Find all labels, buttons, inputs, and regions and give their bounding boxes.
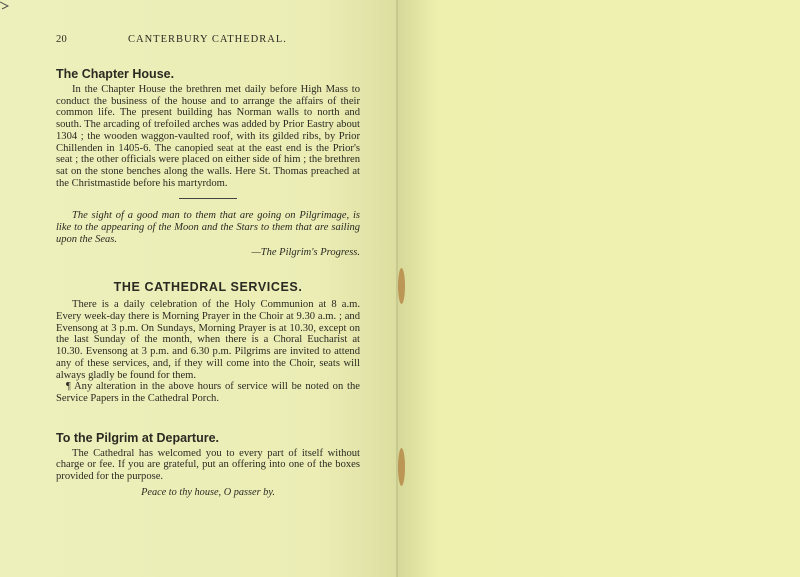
services-note: ¶ Any alteration in the above hours of service will be noted on the Service Papers in the Cathedral Porch.: [56, 381, 360, 404]
left-page: [0, 0, 398, 577]
page-content: [56, 34, 360, 498]
right-page-blank: [398, 0, 800, 577]
corner-fold-icon: [0, 0, 12, 10]
departure-body: The Cathedral has welcomed you to every part of itself without charge or fee. If you are grateful, put an offering into one of the boxes provided for the purpose.: [56, 447, 360, 483]
departure-motto: Peace to thy house, O passer by.: [141, 486, 275, 498]
quote-attribution: —The Pilgrim's Progress.: [251, 247, 360, 259]
running-title: CANTERBURY CATHEDRAL.: [128, 34, 287, 45]
chapter-house-heading: The Chapter House.: [56, 67, 175, 81]
staple-stain-upper: [398, 268, 405, 304]
staple-stain-lower: [398, 448, 405, 486]
running-head: [56, 34, 360, 45]
departure-heading: To the Pilgrim at Departure.: [56, 430, 219, 445]
page-number: 20: [56, 34, 68, 45]
services-heading: THE CATHEDRAL SERVICES.: [113, 280, 303, 295]
services-body: There is a daily celebration of the Holy Communion at 8 a.m. Every week-day there is Morning Prayer in the Choir at 9.30 a.m. ; and Evensong at 3 p.m. On Sundays, Morning Prayer is at 10.30, except on the last Sunday of the month, when there is a Choral Eucharist at 10.30. Evensong at 3 p.m. and 6.30 p.m. Pilgrims are invited to attend any of these services, and, if they will come into the Choir, seats will always gladly be found for them.: [56, 299, 360, 381]
chapter-house-body: In the Chapter House the brethren met daily before High Mass to conduct the business of the house and to arrange the affairs of their common life. The present building has Norman walls to north and south. The arcading of trefoiled arches was added by Prior Eastry about 1304 ; the wooden waggon-vaulted roof, with its gilded ribs, by Prior Chillenden in 1405-6. The canopied seat at the east end is the Prior's seat ; the other officials were placed on either side of him ; the brethren sat on the stone benches along the walls. Here St. Thomas preached at the Christmastide before his martyrdom.: [56, 84, 360, 189]
divider-rule: [179, 198, 237, 199]
pilgrim-quote: The sight of a good man to them that are going on Pilgrimage, is like to the appearing of the Moon and the Stars to them that are sailing upon the Seas.: [56, 210, 360, 246]
